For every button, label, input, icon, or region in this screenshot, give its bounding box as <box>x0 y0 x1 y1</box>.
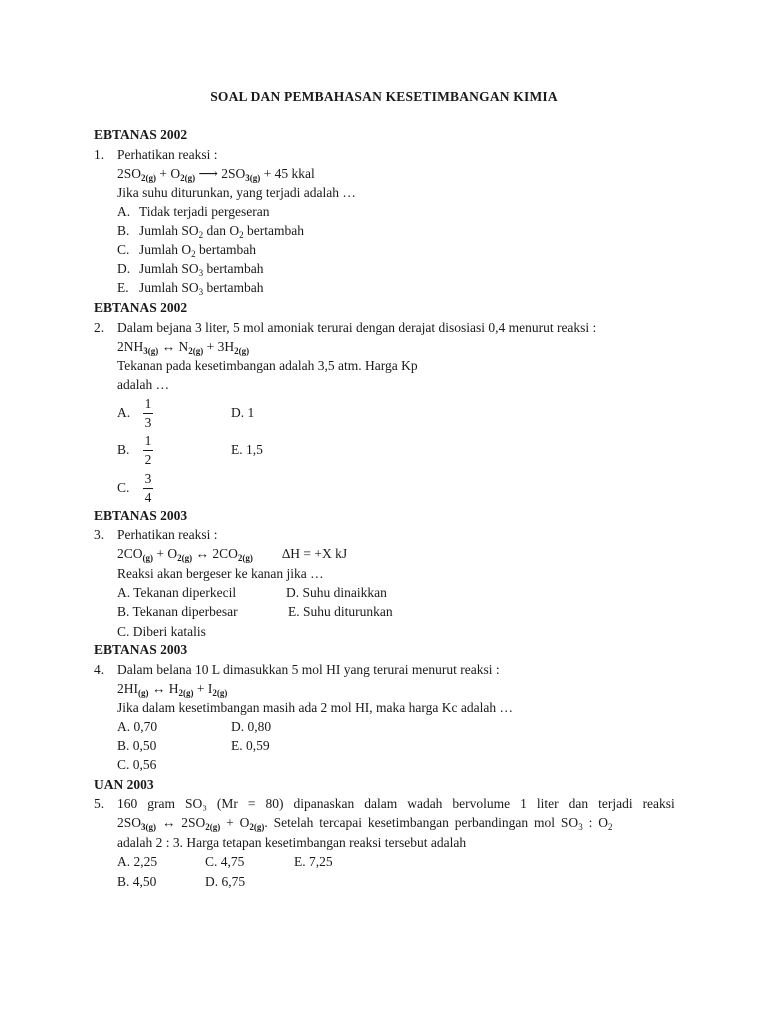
q1-option-a-letter: A. <box>117 204 131 219</box>
section-heading-q5: UAN 2003 <box>94 777 154 792</box>
question-2-stem: Dalam bejana 3 liter, 5 mol amoniak terurai dengan derajat disosiasi 0,4 menurut reaksi : <box>117 320 597 335</box>
question-5-line-3: adalah 2 : 3. Harga tetapan kesetimbangan reaksi tersebut adalah <box>117 835 467 850</box>
q1-option-b-text: Jumlah $SO_2$ dan $O_2$ bertambah <box>139 223 304 240</box>
question-3-stem: Perhatikan reaksi : <box>117 527 218 542</box>
q5-option-b: B. 4,50 <box>117 874 157 889</box>
q4-option-c: C. 0,56 <box>117 757 157 772</box>
q5-option-d: D. 6,75 <box>205 874 246 889</box>
q1-option-a-text: Tidak terjadi pergeseran <box>139 204 270 219</box>
question-number-2: 2. <box>94 320 105 335</box>
q5-option-e: E. 7,25 <box>294 854 333 869</box>
q3-option-b: B. Tekanan diperbesar <box>117 604 238 619</box>
question-3-enthalpy: ∆H = +X kJ <box>282 546 348 561</box>
q5-option-a: A. 2,25 <box>117 854 158 869</box>
q4-option-e: E. 0,59 <box>231 738 270 753</box>
question-number-3: 3. <box>94 527 105 542</box>
q2-option-a-fraction: 1 3 <box>144 396 152 430</box>
question-3-text: Reaksi akan bergeser ke kanan jika … <box>117 566 324 581</box>
q1-option-c-text: Jumlah $O_2$ bertambah <box>139 242 256 259</box>
q2-option-b-letter: B. <box>117 442 130 457</box>
q1-option-e-letter: E. <box>117 280 129 295</box>
q1-option-c-letter: C. <box>117 242 130 257</box>
page-title: SOAL DAN PEMBAHASAN KESETIMBANGAN KIMIA <box>210 89 558 104</box>
q1-option-d-text: Jumlah $SO_3$ bertambah <box>139 261 264 278</box>
section-heading-q3: EBTANAS 2003 <box>94 508 188 523</box>
q3-option-a: A. Tekanan diperkecil <box>117 585 237 600</box>
question-5-line-2: $2SO_{3(g)}$ ↔ $2SO_{2(g)} + O_{2(g)}$. Setelah tercapai kesetimbangan perbandingan mol $SO_3$ : $O_2$ <box>117 815 613 832</box>
question-4-stem: Dalam belana 10 L dimasukkan 5 mol HI yang terurai menurut reaksi : <box>117 662 500 677</box>
section-heading-q2: EBTANAS 2002 <box>94 300 188 315</box>
question-2-text: Tekanan pada kesetimbangan adalah 3,5 atm. Harga Kp <box>117 358 418 373</box>
question-4-reaction: $2HI_{(g)}$ ↔ $H_{2(g)} + I_{2(g)}$ <box>117 681 228 698</box>
q2-option-d: D. 1 <box>231 405 255 420</box>
section-heading-q4: EBTANAS 2003 <box>94 642 188 657</box>
question-2-reaction: $2NH_{3(g)}$ ↔ $N_{2(g)} + 3H_{2(g)}$ <box>117 339 250 356</box>
question-number-1: 1. <box>94 147 105 162</box>
q3-option-d: D. Suhu dinaikkan <box>286 585 387 600</box>
section-heading-q1: EBTANAS 2002 <box>94 127 188 142</box>
q3-option-c: C. Diberi katalis <box>117 624 206 639</box>
q4-option-b: B. 0,50 <box>117 738 157 753</box>
q5-option-c: C. 4,75 <box>205 854 245 869</box>
question-1-stem: Perhatikan reaksi : <box>117 147 218 162</box>
q2-option-e: E. 1,5 <box>231 442 263 457</box>
question-3-reaction: $2CO_{(g)} + O_{2(g)}$ ↔ $2CO_{2(g)}$ <box>117 546 253 563</box>
q1-option-d-letter: D. <box>117 261 131 276</box>
question-5-line-1: 160 gram SO₃ (Mr = 80) dipanaskan dalam wadah bervolume 1 liter dan terjadi reaksi <box>117 796 675 811</box>
q1-option-b-letter: B. <box>117 223 130 238</box>
question-number-5: 5. <box>94 796 105 811</box>
question-number-4: 4. <box>94 662 105 677</box>
q2-option-c-fraction: 3 4 <box>144 471 152 505</box>
q2-option-a-letter: A. <box>117 405 131 420</box>
q2-option-b-fraction: 1 2 <box>144 433 152 467</box>
question-4-text: Jika dalam kesetimbangan masih ada 2 mol HI, maka harga Kc adalah … <box>117 700 513 715</box>
q4-option-a: A. 0,70 <box>117 719 158 734</box>
question-1-text: Jika suhu diturunkan, yang terjadi adalah … <box>117 185 356 200</box>
q4-option-d: D. 0,80 <box>231 719 272 734</box>
q2-option-c-letter: C. <box>117 480 130 495</box>
question-1-reaction: $2SO_{2(g)} + O_{2(g)}$ ⟶ $2SO_{3(g)} + 45$ kkal <box>117 166 315 183</box>
question-2-text-cont: adalah … <box>117 377 170 392</box>
q3-option-e: E. Suhu diturunkan <box>288 604 393 619</box>
q1-option-e-text: Jumlah $SO_3$ bertambah <box>139 280 264 297</box>
